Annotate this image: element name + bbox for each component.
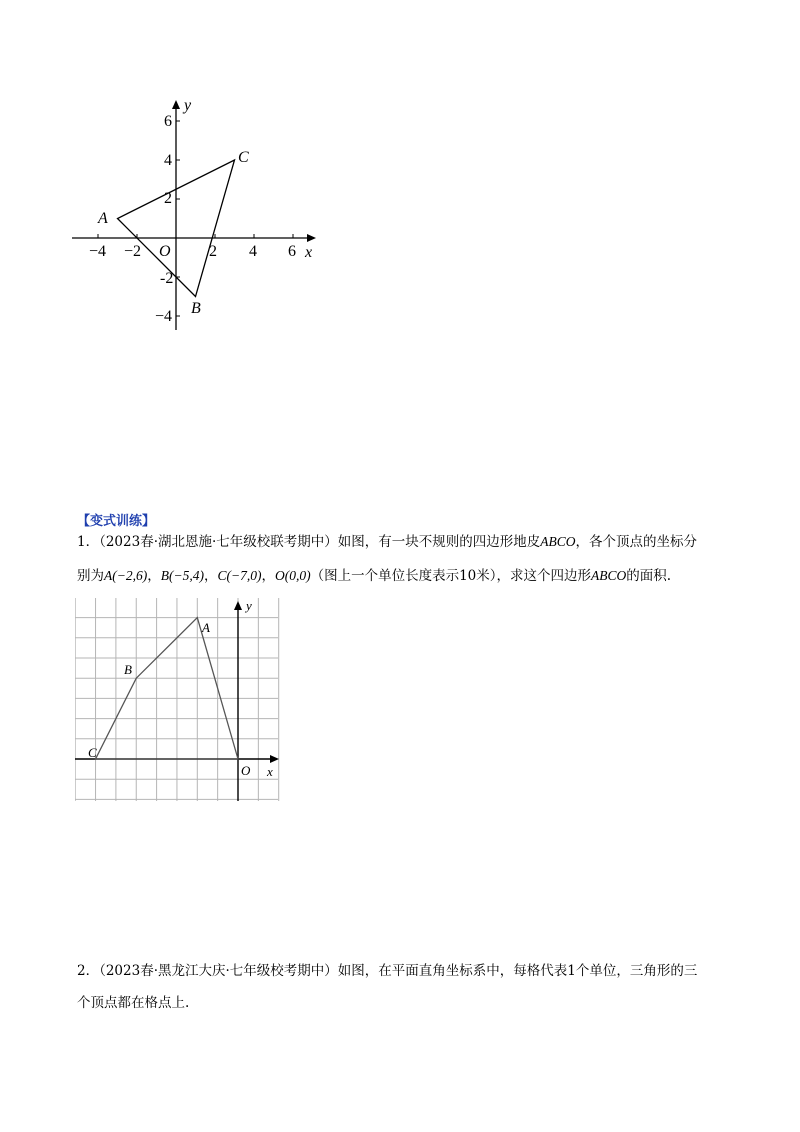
q1-text: ，各个顶点的坐标分 — [575, 534, 698, 550]
fig1-y-arrow — [172, 100, 180, 109]
fig1-point-label-c: C — [238, 149, 249, 166]
q1-text: 别为 — [77, 568, 104, 584]
figure2-grid-plot — [75, 598, 281, 802]
fig1-origin-label: O — [159, 243, 171, 260]
q2-line1 — [77, 956, 697, 986]
fig1-y-tick-label: 2 — [164, 190, 172, 207]
q1-coord-a: A(−2,6) — [104, 568, 148, 583]
fig1-y-tick-label: 4 — [164, 152, 172, 169]
fig2-point-label-c: C — [88, 745, 97, 760]
fig2-quadrilateral-abco — [96, 618, 238, 759]
fig2-point-label-b: B — [124, 662, 132, 677]
fig2-x-label: x — [267, 764, 273, 779]
q2-text: 个单位，三角形的三 — [575, 963, 698, 979]
q1-shape-name: ABCO — [540, 534, 576, 549]
q1-text: 的面积. — [626, 568, 672, 584]
fig1-x-tick-label: −4 — [89, 243, 107, 260]
q1-coord-o: O(0,0) — [274, 568, 311, 583]
section-title: 【变式训练】 — [77, 514, 156, 529]
fig1-x-arrow — [307, 234, 316, 242]
q1-line2: 别为A(−2,6)，B(−5,4)，C(−7,0)，O(0,0)（图上一个单位长度表示10米），求这个四边形ABCO的面积. — [77, 568, 672, 584]
q1-source: （2023春·湖北恩施·七年级校联考期中） — [99, 534, 338, 550]
fig2-y-label: y — [246, 598, 252, 613]
q1-text: 如图，有一块不规则的四边形地皮 — [337, 534, 541, 550]
fig2-x-arrow — [270, 755, 279, 763]
fig2-origin-label: O — [241, 763, 251, 778]
fig2-y-arrow — [234, 601, 242, 610]
q2-line2 — [77, 988, 189, 1018]
fig1-y-tick-label: 6 — [164, 113, 172, 130]
fig1-y-label: y — [184, 97, 192, 114]
q2-text: 如图，在平面直角坐标系中，每格代表 — [337, 963, 568, 979]
q2-unit: 1 — [567, 963, 576, 979]
q1-number: 1． — [77, 534, 100, 550]
q2-source: （2023春·黑龙江大庆·七年级校考期中） — [99, 963, 338, 979]
fig2-point-label-a: A — [202, 620, 210, 635]
q1-line1 — [77, 527, 697, 557]
fig1-x-tick-label: 6 — [288, 243, 296, 260]
fig1-x-tick-label: 2 — [209, 243, 217, 260]
fig1-x-tick-label: −2 — [124, 243, 142, 260]
fig1-point-label-a: A — [98, 210, 108, 227]
fig1-x-tick-label: 4 — [249, 243, 257, 260]
q1-text: 米），求这个四边形 — [476, 568, 592, 584]
fig1-y-tick-label: −4 — [155, 308, 173, 325]
figure1-coordinate-plot — [60, 90, 340, 340]
q2-number: 2． — [77, 963, 100, 979]
q1-shape-name: ABCO — [591, 568, 627, 583]
q2-text: 个顶点都在格点上. — [77, 995, 190, 1011]
fig1-x-label: x — [305, 244, 313, 261]
q1-coord-c: C(−7,0) — [217, 568, 262, 583]
fig1-y-tick-label: -2 — [160, 270, 174, 287]
q1-text: （图上一个单位长度表示 — [310, 568, 460, 584]
q1-unit: 10 — [459, 568, 477, 584]
q1-coord-b: B(−5,4) — [160, 568, 204, 583]
fig1-point-label-b: B — [191, 300, 201, 317]
